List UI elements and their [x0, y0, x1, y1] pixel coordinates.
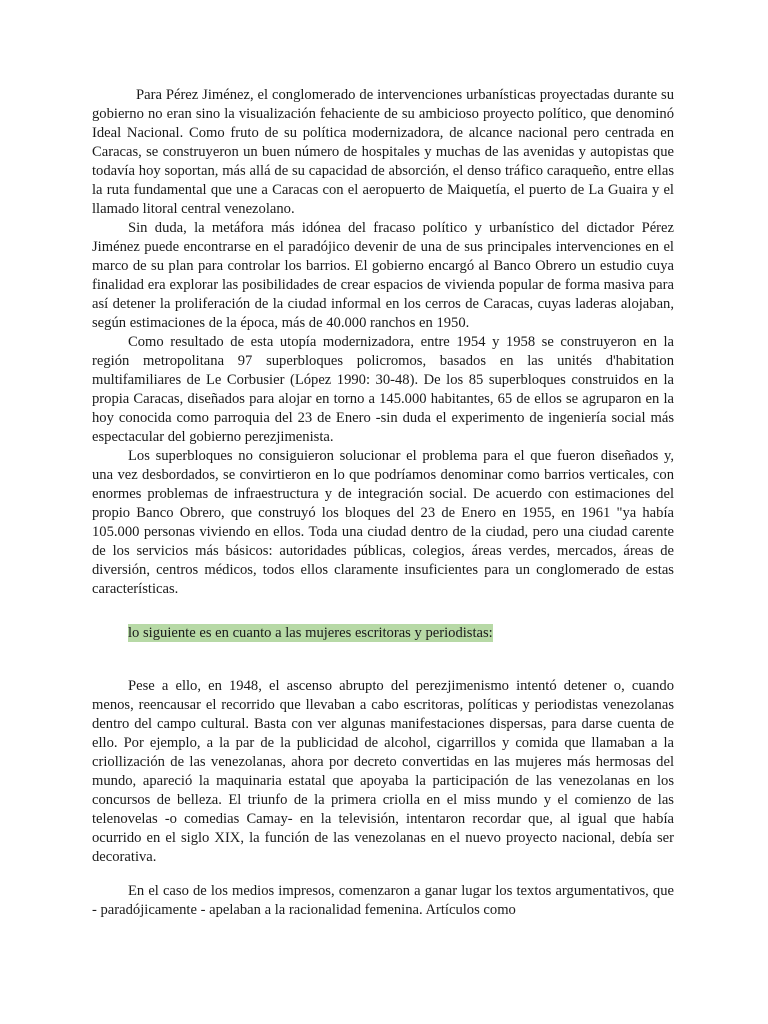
paragraph-perezjimenismo: Pese a ello, en 1948, el ascenso abrupto del perezjimenismo intentó detener o, cuando menos, reencausar el recorrido que llevaban a cabo escritoras, políticas y periodistas venezolanas dentro del campo cultural. Basta con ver algunas manifestaciones dispersas, para darse cuenta de ello. Por ejemplo, a la par de la publicidad de alcohol, cigarrillos y comida que llamaban a la criollización de las venezolanas, ahora por decreto convertidas en las mujeres más hermosas del mundo, apareció la maquinaria estatal que apoyaba la participación de las venezolanas en los concursos de belleza. El triunfo de la primera criolla en el miss mundo y el comienzo de las telenovelas -o comedias Camay- en la televisión, intentaron recordar que, al igual que había ocurrido en el siglo XIX, la función de las venezolanas en el nuevo proyecto nacional, debía ser decorativa. — [92, 678, 674, 865]
paragraph-banco-obrero: Sin duda, la metáfora más idónea del fracaso político y urbanístico del dictador Pérez Jiménez puede encontrarse en el paradójico devenir de una de sus principales intervenciones en el marco de su plan para controlar los barrios. El gobierno encargó al Banco Obrero un estudio cuya finalidad era explorar las posibilidades de crear espacios de vivienda popular de forma masiva para así detener la proliferación de la ciudad informal en los cerros de Caracas, cuyas laderas alojaban, según estimaciones de la época, más de 40.000 ranchos en 1950. — [92, 220, 674, 331]
highlighted-note-line — [92, 624, 674, 643]
paragraph-gap — [92, 867, 674, 882]
highlighted-note: lo siguiente es en cuanto a las mujeres escritoras y periodistas: — [128, 625, 493, 641]
paragraph-ideal-nacional: Para Pérez Jiménez, el conglomerado de intervenciones urbanísticas proyectadas durante su gobierno no eran sino la visualización fehaciente de su ambicioso proyecto político, que denominó Ideal Nacional. Como fruto de su política modernizadora, de alcance nacional pero centrada en Caracas, se construyeron un buen número de hospitales y muchas de las avenidas y autopistas que todavía hoy soportan, más allá de su capacidad de absorción, el denso tráfico caraqueño, entre ellas la ruta fundamental que une a Caracas con el aeropuerto de Maiquetía, el puerto de La Guaira y el llamado litoral central venezolano. — [92, 87, 674, 217]
paragraph-medios-impresos: En el caso de los medios impresos, comenzaron a ganar lugar los textos argumentativos, que - paradójicamente - apelaban a la racionalidad femenina. Artículos como — [92, 883, 674, 918]
paragraph-barrios-verticales: Los superbloques no consiguieron solucionar el problema para el que fueron diseñados y, una vez desbordados, se convirtieron en lo que podríamos denominar como barrios verticales, con enormes problemas de infraestructura y de integración social. De acuerdo con estimaciones del propio Banco Obrero, que construyó los bloques del 23 de Enero en 1955, en 1961 "ya había 105.000 personas viviendo en ellos. Toda una ciudad dentro de la ciudad, pero una ciudad carente de los servicios más básicos: autoridades públicas, colegios, áreas verdes, mercados, áreas de diversión, centros médicos, todos ellos claramente insuficientes para un conglomerado de estas características. — [92, 448, 674, 597]
paragraph-superbloques: Como resultado de esta utopía modernizadora, entre 1954 y 1958 se construyeron en la región metropolitana 97 superbloques policromos, basados en las unités d'habitation multifamiliares de Le Corbusier (López 1990: 30-48). De los 85 superbloques construidos en la propia Caracas, diseñados para alojar en torno a 145.000 habitantes, 65 de ellos se agruparon en la hoy conocida como parroquia del 23 de Enero -sin duda el experimento de ingeniería social más espectacular del gobierno perezjimenista. — [92, 334, 674, 445]
